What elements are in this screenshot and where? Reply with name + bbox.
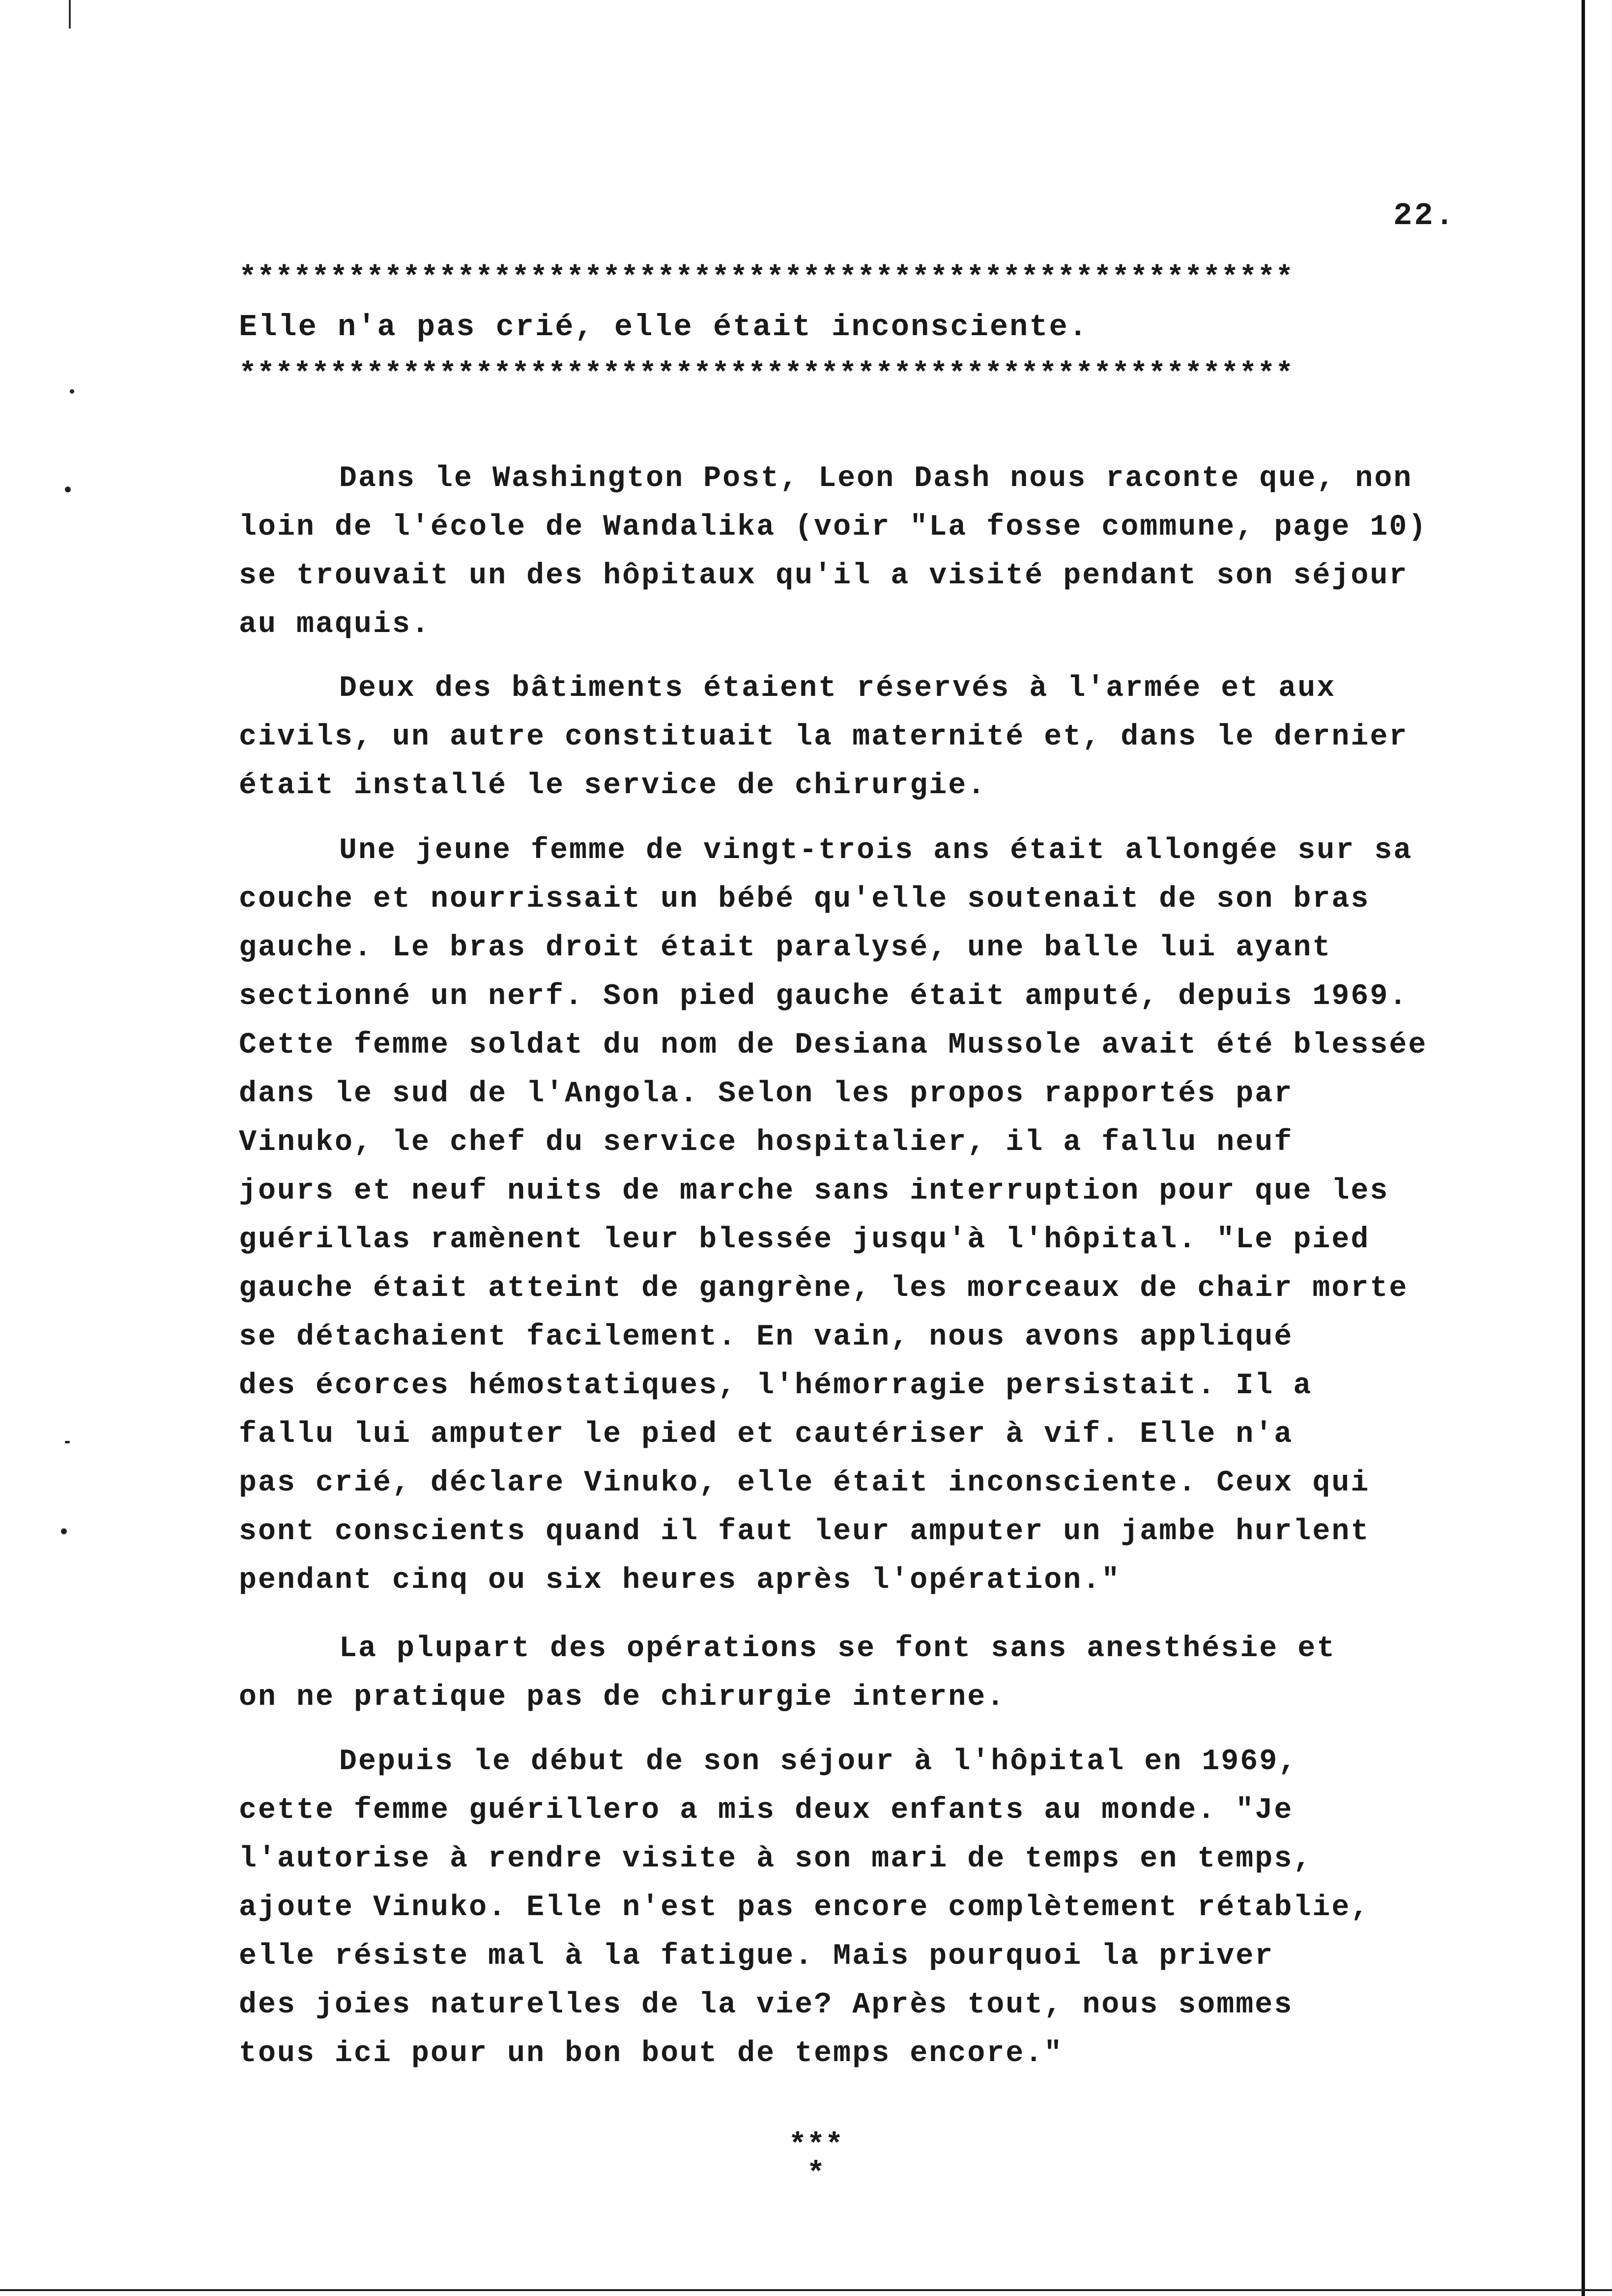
text-line: gauche. Le bras droit était paralysé, une balle lui ayant [239, 931, 1332, 965]
scan-speck [65, 487, 71, 492]
scan-right-border [1582, 0, 1585, 2296]
text-line: ajoute Vinuko. Elle n'est pas encore complètement rétablie, [239, 1891, 1370, 1924]
text-line: tous ici pour un bon bout de temps encore." [239, 2037, 1064, 2070]
text-line: couche et nourrissait un bébé qu'elle soutenait de son bras [239, 883, 1370, 916]
paragraph-4 [239, 1625, 1497, 1722]
text-line: sectionné un nerf. Son pied gauche était amputé, depuis 1969. [239, 980, 1409, 1013]
text-line: Depuis le début de son séjour à l'hôpital en 1969, [339, 1745, 1298, 1779]
scan-bottom-border [0, 2289, 1612, 2291]
text-line: gauche était atteint de gangrène, les morceaux de chair morte [239, 1272, 1409, 1305]
text-line: se trouvait un des hôpitaux qu'il a visité pendant son séjour [239, 559, 1409, 593]
scan-edge-mark [69, 0, 71, 29]
text-line: guérillas ramènent leur blessée jusqu'à l'hôpital. "Le pied [239, 1223, 1370, 1257]
text-line: au maquis. [239, 608, 431, 641]
text-line: dans le sud de l'Angola. Selon les propos rapportés par [239, 1077, 1294, 1111]
paragraph-5 [239, 1738, 1497, 2078]
paragraph-2 [239, 664, 1497, 810]
text-line: pas crié, déclare Vinuko, elle était inconsciente. Ceux qui [239, 1466, 1370, 1500]
text-line: loin de l'école de Wandalika (voir "La fosse commune, page 10) [239, 511, 1428, 544]
text-line: se détachaient facilement. En vain, nous avons appliqué [239, 1320, 1294, 1354]
text-line: sont conscients quand il faut leur amputer un jambe hurlent [239, 1515, 1370, 1549]
text-line: cette femme guérillero a mis deux enfants au monde. "Je [239, 1794, 1294, 1827]
text-line: Cette femme soldat du nom de Desiana Mussole avait été blessée [239, 1029, 1428, 1062]
text-line: civils, un autre constituait la maternité et, dans le dernier [239, 720, 1409, 754]
paragraph-3 [239, 827, 1497, 1605]
text-line: jours et neuf nuits de marche sans interruption pour que les [239, 1175, 1389, 1208]
scan-speck [61, 1528, 67, 1534]
text-line: des écorces hémostatiques, l'hémorragie persistait. Il a [239, 1369, 1313, 1403]
text-line: elle résiste mal à la fatigue. Mais pourquoi la priver [239, 1940, 1274, 1973]
text-line: pendant cinq ou six heures après l'opération." [239, 1564, 1121, 1597]
text-line: Vinuko, le chef du service hospitalier, il a fallu neuf [239, 1126, 1294, 1159]
separator-stars-bottom: ********************************************************** [239, 358, 1294, 391]
scan-speck [70, 389, 74, 394]
text-line: Deux des bâtiments étaient réservés à l'armée et aux [339, 672, 1336, 705]
text-line: fallu lui amputer le pied et cautériser à vif. Elle n'a [239, 1418, 1294, 1451]
page-number: 22. [1393, 199, 1456, 234]
text-line: Une jeune femme de vingt-trois ans était allongée sur sa [339, 834, 1413, 867]
text-line: était installé le service de chirurgie. [239, 769, 987, 803]
section-end-mark: * [806, 2156, 825, 2191]
text-line: on ne pratique pas de chirurgie interne. [239, 1681, 1006, 1714]
text-line: Dans le Washington Post, Leon Dash nous raconte que, non [339, 462, 1413, 495]
text-line: des joies naturelles de la vie? Après tout, nous sommes [239, 1988, 1294, 2022]
text-line: La plupart des opérations se font sans anesthésie et [339, 1632, 1336, 1665]
text-line: l'autorise à rendre visite à son mari de temps en temps, [239, 1842, 1313, 1876]
scan-speck [65, 1441, 70, 1443]
separator-stars-top: ********************************************************** [239, 261, 1294, 295]
paragraph-1 [239, 455, 1497, 649]
section-end-mark: *** [788, 2128, 843, 2163]
pull-quote: Elle n'a pas crié, elle était inconsciente. [239, 310, 1089, 344]
